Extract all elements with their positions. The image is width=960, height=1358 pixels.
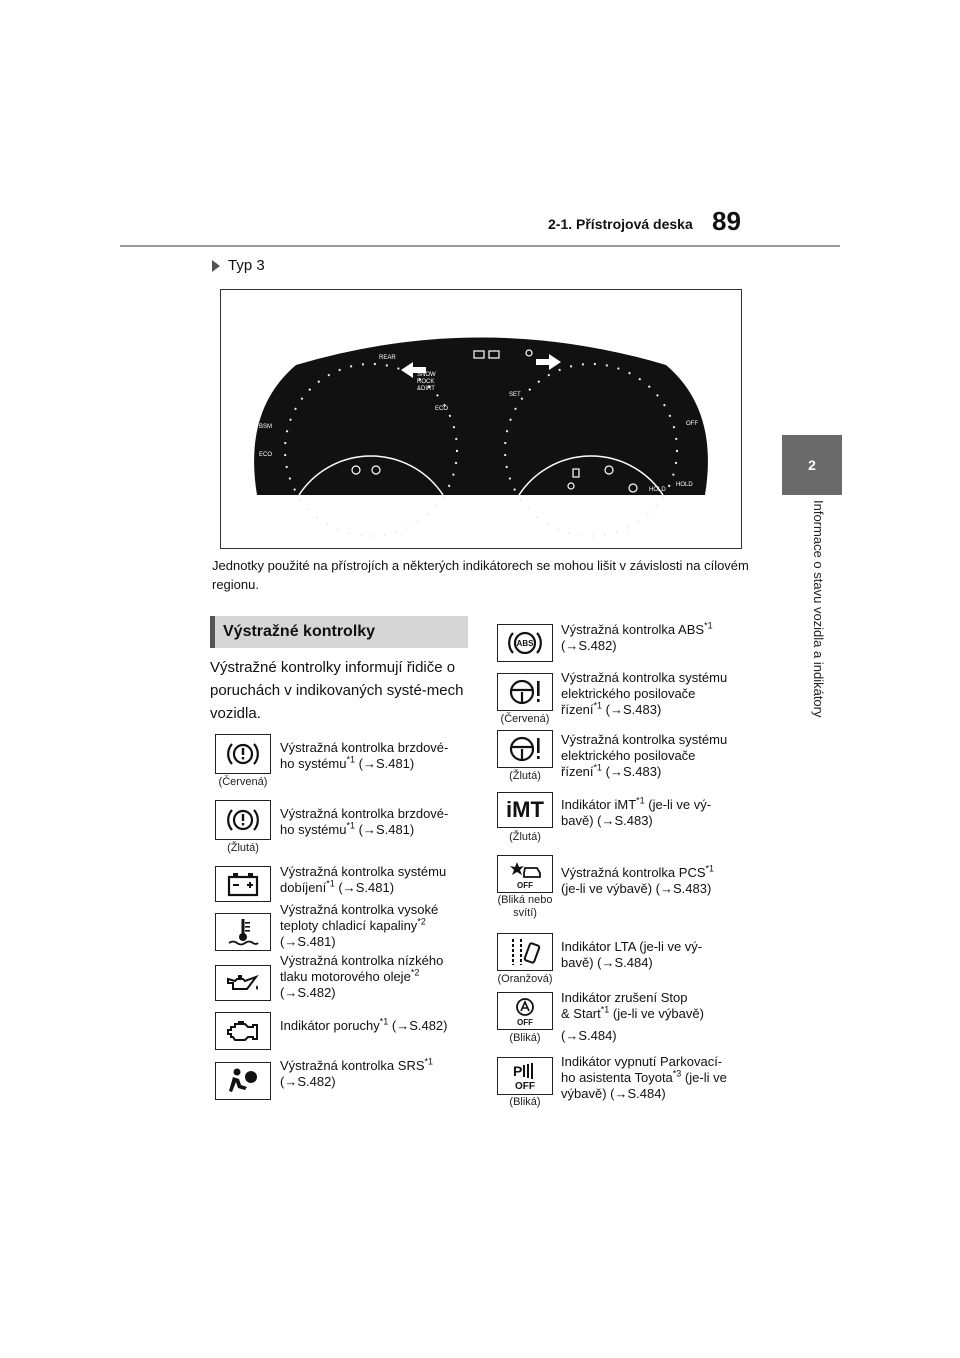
- oil-pressure-icon: [215, 965, 271, 1001]
- chapter-title-vertical: [808, 500, 832, 860]
- cluster-off-label: OFF: [686, 421, 698, 427]
- cluster-rock-label: ROCK: [417, 379, 435, 385]
- page-number: 89: [712, 206, 741, 236]
- cluster-hold-label: HOLD: [649, 487, 666, 493]
- cluster-eco-small-label: ECO: [259, 452, 273, 458]
- cluster-dirt-label: &DIRT: [417, 386, 435, 392]
- warning-text: Indikátor zrušení Stop & Start$^{*1}$ (je-li ve výbavě) (→S.484): [561, 990, 704, 1043]
- figure-caption: Jednotky použité na přístrojích a některých indikátorech se mohou lišit v závislosti na cílovém regionu.: [212, 558, 749, 592]
- warning-text: Výstražná kontrolka brzdové- ho systému$^{*1}$ (→S.481): [280, 740, 449, 771]
- warning-text: Výstražná kontrolka SRS$^{*1}$ (→S.482): [280, 1056, 434, 1089]
- svg-text:ABS: ABS: [516, 639, 534, 648]
- pcs-icon: OFF: [497, 855, 553, 893]
- steering-warning-icon: [497, 673, 553, 711]
- cluster-rear-label: REAR: [379, 355, 396, 361]
- section-title: 2-1. Přístrojová deska: [548, 216, 693, 232]
- warning-text: Výstražná kontrolka ABS$^{*1}$ (→S.482): [561, 620, 713, 653]
- section-heading: Výstražné kontrolky: [210, 616, 468, 648]
- steering-warning-icon: [497, 730, 553, 768]
- icon-color-label: (Bliká nebo svítí): [497, 894, 553, 919]
- stop-start-off-icon: OFF: [497, 992, 553, 1030]
- lta-icon: [497, 933, 553, 971]
- warning-text: Výstražná kontrolka nízkého tlaku motorového oleje$^{*2}$ (→S.482): [280, 953, 444, 1000]
- chapter-tab: [782, 435, 842, 495]
- figure-type-label: Typ 3: [212, 257, 265, 274]
- warning-text: Výstražná kontrolka PCS$^{*1}$ (je-li ve výbavě) (→S.483): [561, 863, 715, 896]
- parking-assist-off-icon: P OFF: [497, 1057, 553, 1095]
- instrument-cluster-figure: [220, 289, 742, 549]
- cluster-eco-label: ECO: [435, 406, 449, 412]
- icon-color-label: (Žlutá): [227, 842, 259, 854]
- cluster-hold-small-label: HOLD: [676, 482, 693, 488]
- brake-warning-icon: [215, 800, 271, 840]
- warning-text: Indikátor vypnutí Parkovací- ho asistenta Toyota$^{*3}$ (je-li ve výbavě) (→S.484): [561, 1054, 727, 1101]
- imt-icon: iMT: [497, 792, 553, 828]
- battery-icon: [215, 866, 271, 902]
- instrument-cluster-illustration: [221, 290, 741, 548]
- cluster-bsm-label: BSM: [259, 424, 273, 430]
- warning-text: Výstražná kontrolka systému elektrického posilovače řízení$^{*1}$ (→S.483): [561, 732, 728, 779]
- icon-color-label: (Červená): [500, 713, 550, 725]
- cluster-set-label: SET: [509, 392, 521, 398]
- icon-color-label: (Žlutá): [509, 770, 541, 782]
- chapter-number: 2: [808, 457, 816, 473]
- warning-text: Indikátor LTA (je-li ve vý- bavě) (→S.484): [561, 939, 703, 970]
- srs-airbag-icon: [215, 1062, 271, 1100]
- warning-text: Indikátor iMT$^{*1}$ (je-li ve vý- bavě) (→S.483): [561, 795, 712, 828]
- brake-warning-icon: [215, 734, 271, 774]
- chapter-title: Informace o stavu vozidla a indikátory: [811, 500, 826, 718]
- icon-color-label: (Červená): [218, 776, 268, 788]
- warning-text: Výstražná kontrolka systému dobíjení$^{*1}$ (→S.481): [280, 864, 447, 895]
- icon-color-label: (Bliká): [509, 1096, 541, 1108]
- cluster-snow-label: SNOW: [417, 372, 436, 378]
- warning-text: Výstražná kontrolka vysoké teploty chladicí kapaliny$^{*2}$ (→S.481): [280, 902, 439, 949]
- abs-icon: [497, 624, 553, 662]
- coolant-temperature-icon: [215, 913, 271, 951]
- icon-color-label: (Žlutá): [509, 831, 541, 843]
- intro-text: Výstražné kontrolky informují řidiče o poruchách v indikovaných systé-mech vozidla.: [210, 659, 464, 722]
- check-engine-icon: [215, 1012, 271, 1050]
- warning-text: Indikátor poruchy$^{*1}$ (→S.482): [280, 1016, 448, 1033]
- header-rule: [120, 245, 840, 247]
- warning-text: Výstražná kontrolka systému elektrického posilovače řízení$^{*1}$ (→S.483): [561, 670, 728, 717]
- triangle-bullet-icon: [212, 260, 220, 272]
- icon-color-label: (Oranžová): [497, 973, 553, 985]
- warning-text: Výstražná kontrolka brzdové- ho systému$^{*1}$ (→S.481): [280, 806, 449, 837]
- svg-text:P: P: [513, 1063, 523, 1079]
- icon-color-label: (Bliká): [509, 1032, 541, 1044]
